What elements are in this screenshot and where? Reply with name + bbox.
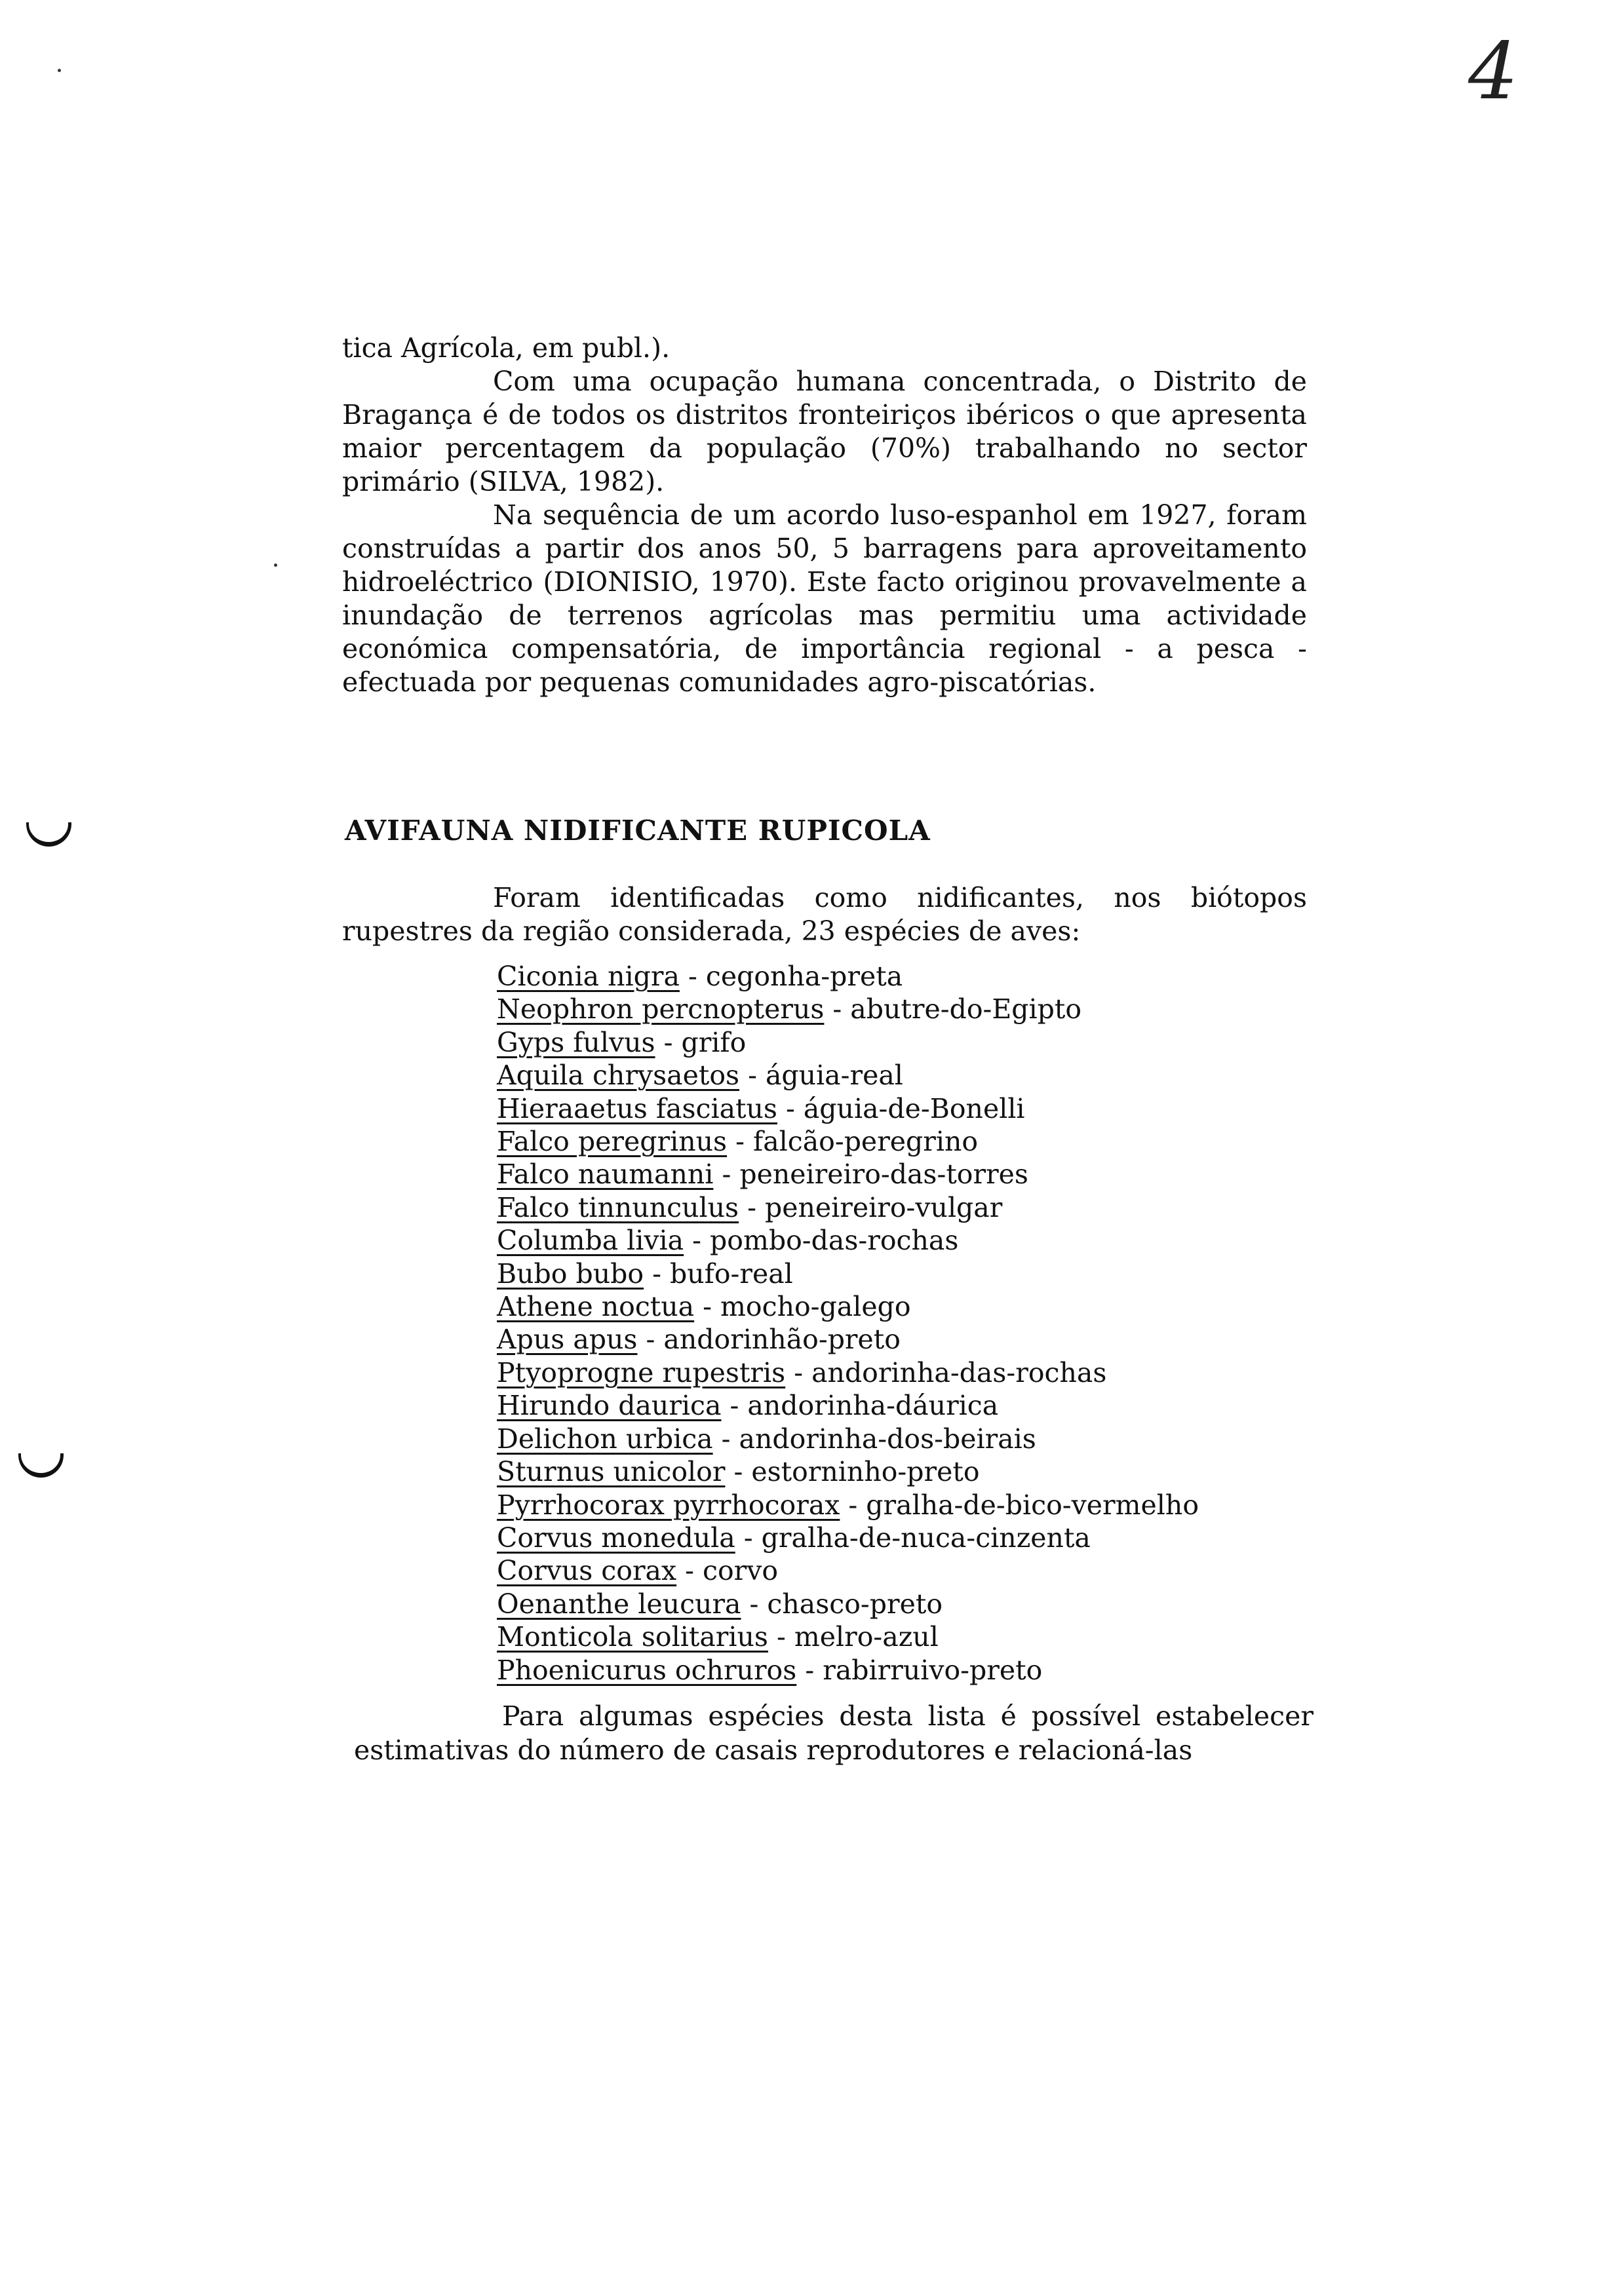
species-common-name: - bufo-real (644, 1257, 793, 1290)
species-item (497, 1026, 1199, 1059)
species-scientific-name: Ciconia nigra (497, 961, 680, 992)
species-item (497, 1423, 1199, 1455)
species-common-name: - andorinha-das-rochas (785, 1356, 1107, 1388)
punch-hole-mark (18, 1453, 64, 1478)
species-item (497, 1554, 1199, 1587)
species-scientific-name: Neophron percnopterus (497, 993, 825, 1025)
species-item (497, 1620, 1199, 1653)
species-common-name: - corvo (676, 1555, 779, 1587)
species-common-name: - gralha-de-bico-vermelho (840, 1489, 1199, 1521)
species-common-name: - andorinha-dáurica (721, 1390, 999, 1422)
species-item (497, 1224, 1199, 1257)
species-common-name: - águia-de-Bonelli (777, 1092, 1025, 1124)
species-scientific-name: Aquila chrysaetos (497, 1060, 740, 1092)
species-item (497, 1356, 1199, 1389)
species-common-name: - peneireiro-vulgar (739, 1191, 1003, 1223)
species-common-name: - estorninho-preto (725, 1456, 980, 1488)
species-scientific-name: Bubo bubo (497, 1257, 644, 1290)
species-common-name: - andorinha-dos-beirais (712, 1423, 1036, 1455)
section-heading: AVIFAUNA NIDIFICANTE RUPICOLA (345, 814, 931, 847)
species-scientific-name: Falco peregrinus (497, 1126, 728, 1158)
species-item (497, 1323, 1199, 1356)
species-common-name: - melro-azul (768, 1621, 939, 1653)
species-common-name: - peneireiro-das-torres (713, 1158, 1028, 1191)
species-common-name: - abutre-do-Egipto (824, 993, 1082, 1025)
paragraph-population: Com uma ocupação humana concentrada, o Distrito de Bragança é de todos os distritos fronteiriços ibéricos o que apresenta maior percentagem da população (70%) trabalhando no sector primário (SILVA, 1982). (342, 366, 1307, 497)
species-scientific-name: Hieraaetus fasciatus (497, 1092, 777, 1124)
page-marker: 4 (1468, 26, 1519, 117)
species-scientific-name: Apus apus (497, 1324, 638, 1356)
species-item (497, 1290, 1199, 1323)
species-item (497, 1092, 1199, 1125)
species-common-name: - águia-real (739, 1060, 903, 1092)
species-scientific-name: Ptyoprogne rupestris (497, 1356, 786, 1388)
species-common-name: - mocho-galego (694, 1291, 911, 1323)
species-item (497, 1588, 1199, 1620)
species-common-name: - gralha-de-nuca-cinzenta (735, 1521, 1091, 1554)
species-item (497, 1257, 1199, 1290)
closing-text: Para algumas espécies desta lista é possível estabelecer estimativas do número de casais reprodutores e relacioná-las (354, 1700, 1313, 1766)
species-item (497, 1489, 1199, 1521)
species-common-name: - chasco-preto (741, 1588, 943, 1620)
species-item (497, 1654, 1199, 1687)
species-common-name: - andorinhão-preto (637, 1324, 901, 1356)
species-common-name: - falcão-peregrino (727, 1126, 979, 1158)
species-scientific-name: Monticola solitarius (497, 1621, 768, 1653)
species-list (497, 960, 1199, 1687)
species-scientific-name: Athene noctua (497, 1291, 695, 1323)
species-scientific-name: Sturnus unicolor (497, 1456, 726, 1488)
species-scientific-name: Falco tinnunculus (497, 1191, 739, 1223)
species-item (497, 1521, 1199, 1554)
body-text (342, 332, 1307, 699)
species-common-name: - cegonha-preta (679, 961, 903, 992)
species-item (497, 993, 1199, 1025)
punch-hole-mark (26, 822, 71, 847)
species-scientific-name: Oenanthe leucura (497, 1588, 741, 1620)
species-item (497, 1191, 1199, 1224)
species-scientific-name: Corvus monedula (497, 1521, 735, 1554)
paragraph-continuation: tica Agrícola, em publ.). (342, 332, 671, 364)
species-common-name: - grifo (655, 1026, 747, 1058)
species-common-name: - rabirruivo-preto (796, 1654, 1043, 1686)
section-intro (342, 881, 1307, 948)
species-scientific-name: Falco naumanni (497, 1158, 714, 1191)
species-item (497, 1059, 1199, 1092)
species-scientific-name: Delichon urbica (497, 1423, 713, 1455)
species-scientific-name: Pyrrhocorax pyrrhocorax (497, 1489, 840, 1521)
scan-speck (58, 69, 61, 72)
species-item (497, 1158, 1199, 1191)
species-item (497, 1125, 1199, 1158)
species-common-name: - pombo-das-rochas (684, 1225, 959, 1257)
species-scientific-name: Corvus corax (497, 1555, 677, 1587)
species-scientific-name: Hirundo daurica (497, 1390, 722, 1422)
species-item (497, 1455, 1199, 1488)
scan-speck (274, 564, 277, 567)
species-scientific-name: Columba livia (497, 1225, 684, 1257)
species-scientific-name: Phoenicurus ochruros (497, 1654, 797, 1686)
paragraph-dams: Na sequência de um acordo luso-espanhol em 1927, foram construídas a partir dos anos 50, 5 barragens para aproveitamento hidroeléctrico (DIONISIO, 1970). Este facto originou provavelmente a inundação de terrenos agrícolas mas permitiu uma actividade económica compensatória, de importância regional - a pesca - efectuada por pequenas comunidades agro-piscatórias. (342, 499, 1307, 698)
closing-paragraph (354, 1699, 1313, 1767)
species-item (497, 960, 1199, 993)
intro-paragraph: Foram identificadas como nidificantes, nos biótopos rupestres da região considerada, 23 espécies de aves: (342, 882, 1307, 947)
species-item (497, 1389, 1199, 1422)
species-scientific-name: Gyps fulvus (497, 1026, 655, 1058)
